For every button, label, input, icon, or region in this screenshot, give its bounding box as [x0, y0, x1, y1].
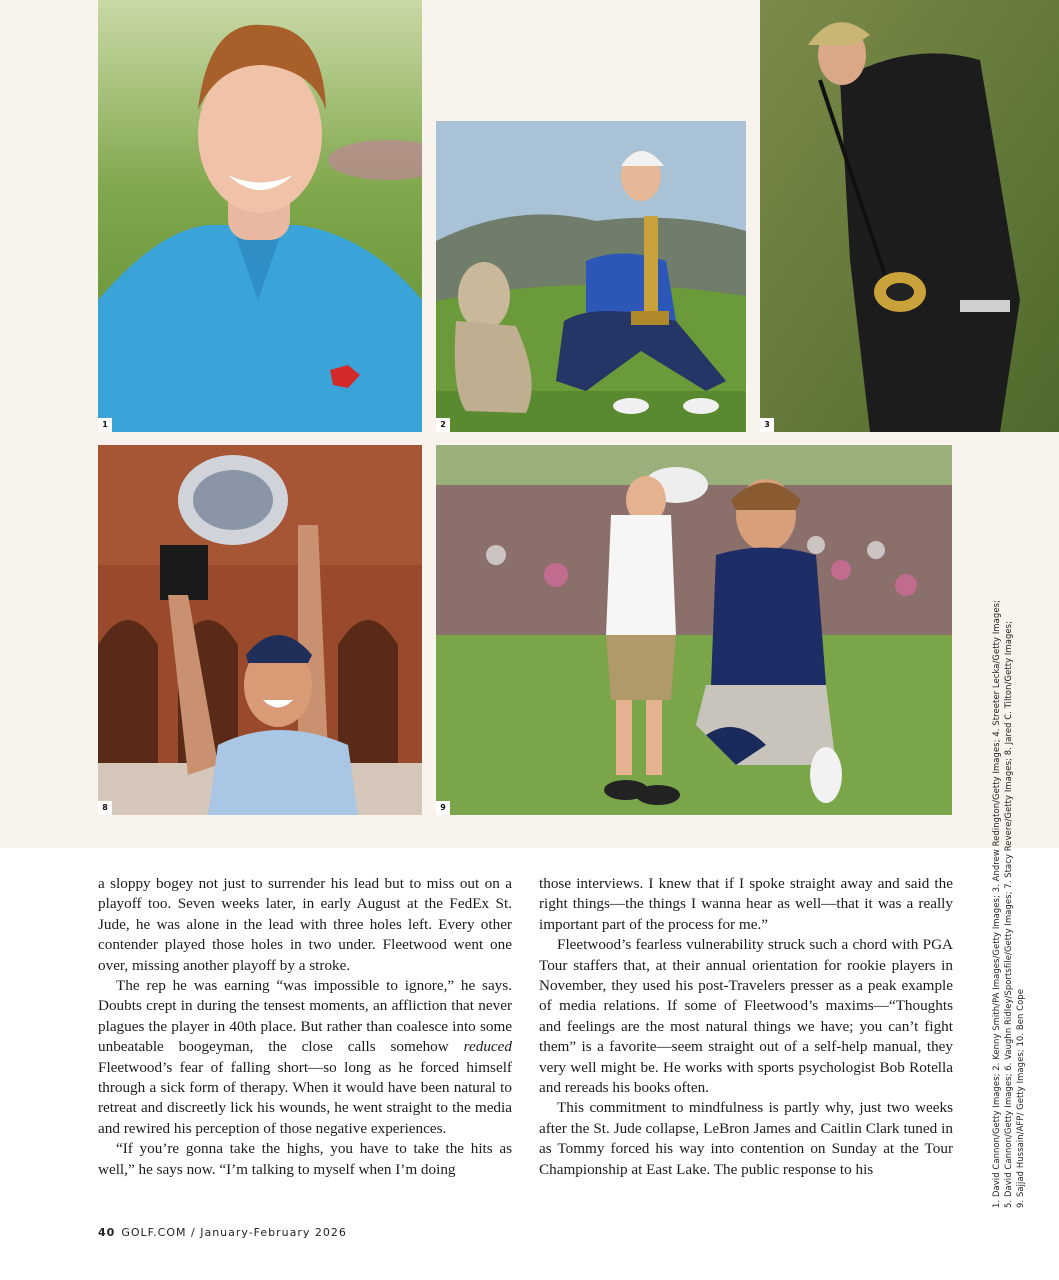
- article-paragraph: Fleetwood’s fearless vulnerability struck such a chord with PGA Tour staffers that, at their annual orientation for rookie players in November, they used his post-Travelers presser as a peak example of media relations. If some of Fleetwood’s maxims—“Thoughts and feelings are the most natural things we have; you can’t fight them” is a favorite—seem straight out of a self-help manual, they very well might be. He works with sports psychologist Bob Rotella and rereads his books often.: [539, 936, 953, 1097]
- publication-name: GOLF.COM / January-February 2026: [121, 1226, 347, 1239]
- photo-number-label: 1: [98, 418, 112, 432]
- photo-number-label: 9: [436, 801, 450, 815]
- page-folio: [98, 1226, 347, 1239]
- page-number: 40: [98, 1226, 116, 1239]
- photo-3-golf-swing: [760, 0, 1059, 432]
- photo-number-label: 3: [760, 418, 774, 432]
- photo-credits: [990, 462, 1038, 1208]
- article-column-right: [539, 874, 953, 1180]
- credit-line: 9. Sajjad Hussain/AFP/ Getty Images; 10. Ben Cope: [1015, 989, 1025, 1208]
- article-paragraph: This commitment to mindfulness is partly why, just two weeks after the St. Jude collapse, LeBron James and Caitlin Clark tuned in as Tommy forced his way into contention on Sunday at the Tour Championship at East Lake. The public response to his: [539, 1099, 953, 1178]
- article-paragraph: The rep he was earning “was impossible to ignore,” he says. Doubts crept in during the tensest moments, an affliction that never plagues the player in 40th place. But rather than coalesce into some unbeatable boogeyman, the close calls somehow reduced Fleetwood’s fear of falling short—so long as he forced himself through a sick form of therapy. When it would have been natural to retreat and discreetly lick his wounds, he went straight to the media and rewired his perception of those negative experiences.: [98, 977, 512, 1137]
- photo-9-kneeling-with-child: [436, 445, 952, 815]
- credit-line: 1. David Cannon/Getty Images; 2. Kenny Smith/PA Images/Getty Images; 3. Andrew Redington/Getty Images; 4. Streeter Lecka/Getty Images;: [991, 600, 1001, 1208]
- photo-number-label: 2: [436, 418, 450, 432]
- article-column-left: [98, 874, 512, 1180]
- photo-2-trophy-with-dog: [436, 121, 746, 432]
- photo-8-trophy-celebration: [98, 445, 422, 815]
- photo-1-portrait: [98, 0, 422, 432]
- article-paragraph: “If you’re gonna take the highs, you have to take the hits as well,” he says now. “I’m talking to myself when I’m doing: [98, 1140, 512, 1178]
- photo-number-label: 8: [98, 801, 112, 815]
- article-paragraph: those interviews. I knew that if I spoke straight away and said the right things—the things I wanna hear as well—that it was a really important part of the process for me.”: [539, 875, 953, 933]
- credit-line: 5. David Cannon/Getty Images; 6. Vaughn Ridley/Sportsfile/Getty Images; 7. Stacy Revere/Getty Images; 8. Jared C. Tilton/Getty Images;: [1003, 620, 1013, 1208]
- article-paragraph: a sloppy bogey not just to surrender his lead but to miss out on a playoff too. Seven weeks later, in early August at the FedEx St. Jude, he was alone in the lead with three holes left. Every other contender played those holes in two under. Fleetwood went one over, missing another playoff by a stroke.: [98, 875, 512, 974]
